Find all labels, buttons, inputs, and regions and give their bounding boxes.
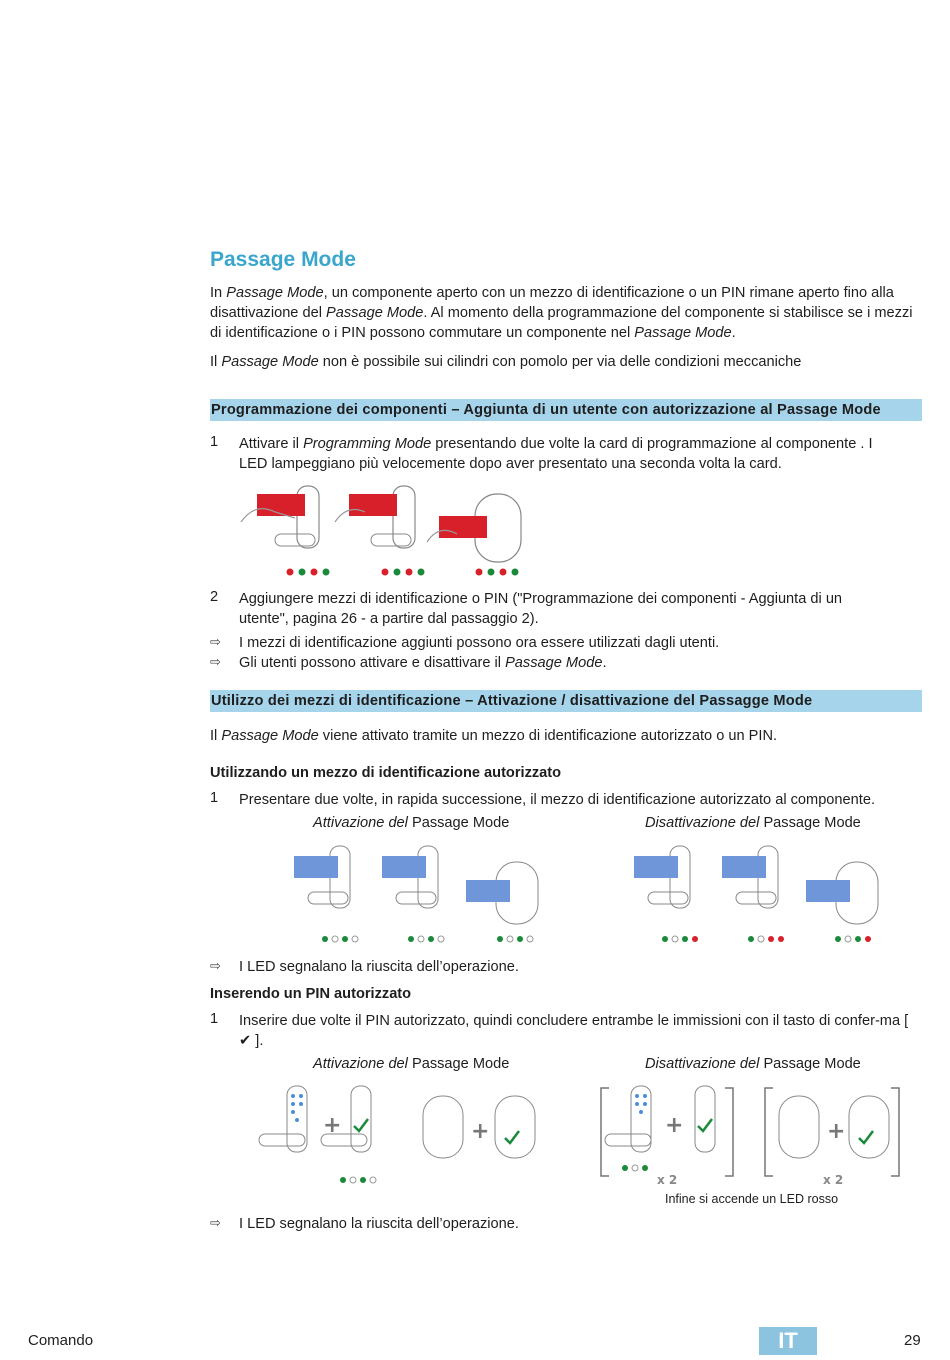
caption-deactivation: Disattivazione del Passage Mode	[645, 1056, 861, 1072]
programming-card-illustration	[235, 482, 535, 582]
section-banner-usage: Utilizzo dei mezzi di identificazione – Attivazione / disattivazione del Passagge Mode	[210, 690, 922, 712]
footer-section-name: Comando	[28, 1332, 94, 1349]
pin-activation-sequence	[259, 1086, 535, 1183]
step-text: Aggiungere mezzi di identificazione o PIN ("Programmazione dei componenti - Aggiunta di un utente", pagina 26 - a partire dal passaggio 2).	[239, 591, 843, 627]
step-number: 1	[210, 790, 219, 806]
red-led-note: Infine si accende un LED rosso	[665, 1192, 839, 1206]
component-2-illustration	[335, 486, 425, 576]
subheading-pin: Inserendo un PIN autorizzato	[210, 986, 412, 1002]
repeat-twice-label: x 2	[823, 1173, 844, 1187]
deactivation-sequence	[634, 846, 878, 942]
right-arrow-outline-icon: ⇨	[210, 654, 221, 669]
intro-paragraph-2: Il Passage Mode non è possibile sui cilindri con pomolo per via delle condizioni meccaniche	[210, 354, 802, 370]
step-text: Attivare il Programming Mode presentando due volte la card di programmazione al componente . I LED lampeggiano più velocemente dopo aver presentato una seconda volta la card.	[239, 436, 873, 472]
language-badge: IT	[759, 1327, 817, 1355]
caption-deactivation: Disattivazione del Passage Mode	[645, 815, 861, 831]
right-arrow-outline-icon: ⇨	[210, 634, 221, 649]
svg-text:+: +	[827, 1119, 846, 1144]
page-number: 29	[904, 1332, 921, 1349]
step-number: 1	[210, 434, 219, 450]
section-banner-programming: Programmazione dei componenti – Aggiunta di un utente con autorizzazione al Passage Mode	[210, 399, 922, 421]
caption-activation: Attivazione del Passage Mode	[313, 815, 510, 831]
result-text: I mezzi di identificazione aggiunti possono ora essere utilizzati dagli utenti.	[239, 635, 720, 651]
step-number: 1	[210, 1011, 219, 1027]
svg-text:+: +	[471, 1119, 490, 1144]
page-title: Passage Mode	[210, 248, 356, 271]
result-text: Gli utenti possono attivare e disattivare il Passage Mode.	[239, 655, 607, 671]
programming-card-red	[257, 494, 305, 516]
id-card-blue	[294, 856, 338, 878]
pin-deactivation-sequence	[601, 1086, 899, 1187]
result-text: I LED segnalano la riuscita dell’operazione.	[239, 959, 519, 975]
svg-text:+: +	[323, 1113, 342, 1138]
step-number: 2	[210, 589, 219, 605]
component-3-illustration	[427, 494, 521, 576]
svg-text:+: +	[665, 1113, 684, 1138]
subheading-id-medium: Utilizzando un mezzo di identificazione autorizzato	[210, 765, 562, 781]
component-1-illustration	[241, 486, 330, 576]
intro-paragraph-1: In Passage Mode, un componente aperto con un mezzo di identificazione o un PIN rimane aperto fino alla disattivazione del Passage Mode. Al momento della programmazione del componente si stabilisce se i mezzi di identificazione o i PIN possono commutare un componente nel Passage Mode.	[210, 285, 913, 341]
activation-sequence	[294, 846, 538, 942]
pin-entry-illustration	[255, 1082, 905, 1190]
step-text: Inserire due volte il PIN autorizzato, quindi concludere entrambe le immissioni con il tasto di confer-ma [ ✔ ].	[239, 1013, 909, 1049]
result-text: I LED segnalano la riuscita dell’operazione.	[239, 1216, 519, 1232]
repeat-twice-label: x 2	[657, 1173, 678, 1187]
right-arrow-outline-icon: ⇨	[210, 1215, 221, 1230]
id-medium-illustration	[280, 842, 890, 947]
caption-activation: Attivazione del Passage Mode	[313, 1056, 510, 1072]
right-arrow-outline-icon: ⇨	[210, 958, 221, 973]
check-icon	[354, 1119, 368, 1131]
step-text: Presentare due volte, in rapida successione, il mezzo di identificazione autorizzato al componente.	[239, 792, 875, 808]
usage-intro: Il Passage Mode viene attivato tramite un mezzo di identificazione autorizzato o un PIN.	[210, 728, 778, 744]
